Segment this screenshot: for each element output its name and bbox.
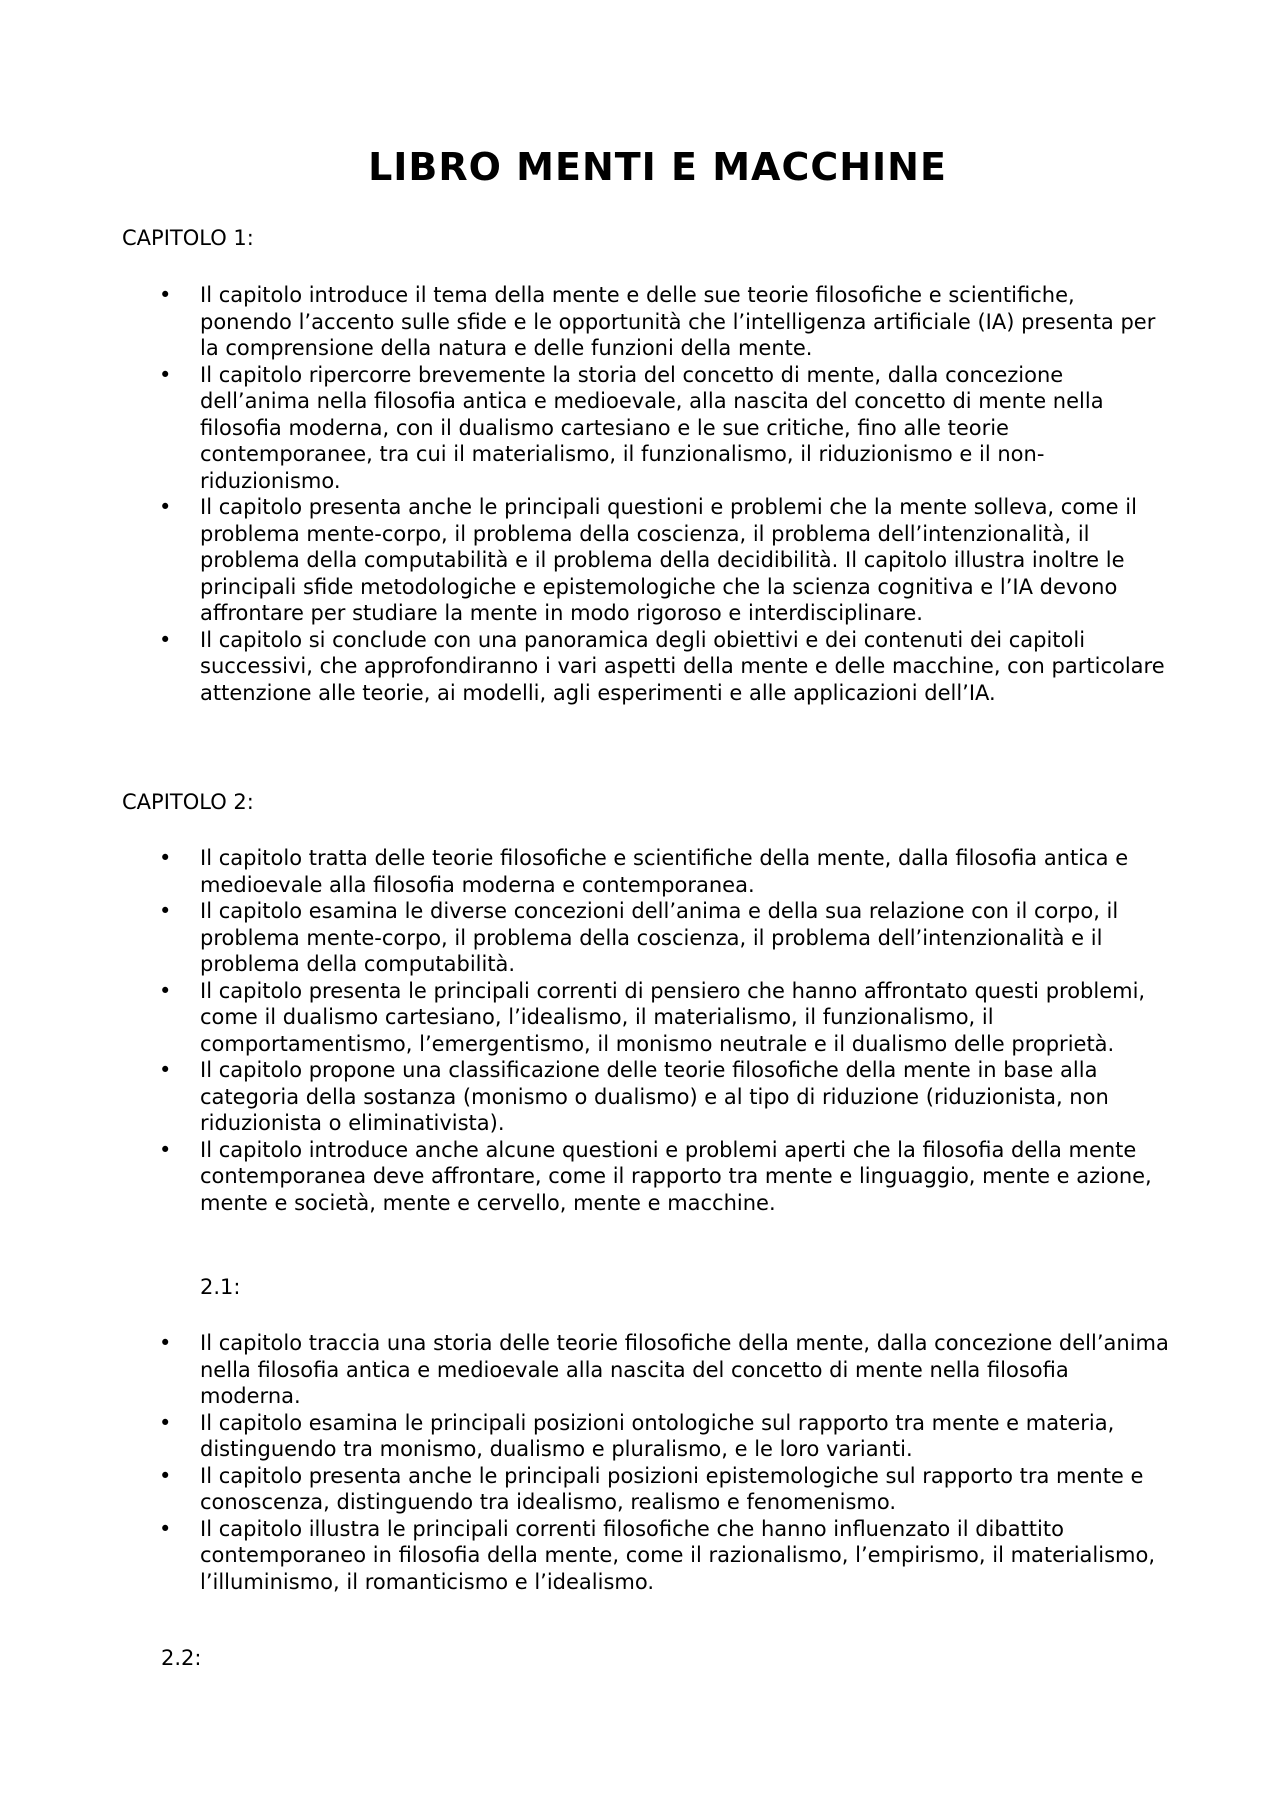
chapter-2-heading: CAPITOLO 2: [122,790,254,814]
list-item-text: Il capitolo illustra le principali correnti filosofiche che hanno influenzato il dibattito contemporaneo in filosofia della mente, come il razionalismo, l’empirismo, il materialismo, l’illuminismo, il romanticismo e l’idealismo. [200,1516,1155,1594]
bullet-icon: • [159,1137,172,1162]
list-item [0,282,1170,362]
list-item-text: Il capitolo presenta anche le principali questioni e problemi che la mente solleva, come il problema mente-corpo, il problema della coscienza, il problema dell’intenzionalità, il problema della computabilità e il problema della decidibilità. Il capitolo illustra inoltre le principali sfide metodologiche e epistemologiche che la scienza cognitiva e l’IA devono affrontare per studiare la mente in modo rigoroso e interdisciplinare. [200,495,1137,625]
bullet-icon: • [159,1058,172,1082]
list-item [0,1410,1170,1463]
list-item [0,362,1170,495]
bullet-icon: • [159,495,172,519]
list-item-text: Il capitolo presenta anche le principali posizioni epistemologiche sul rapporto tra mente e conoscenza, distinguendo tra idealismo, realismo e fenomenismo. [200,1463,1144,1514]
bullet-icon: • [159,283,172,307]
bullet-icon: • [159,1331,172,1355]
bullet-icon: • [159,846,172,870]
list-item-text: Il capitolo si conclude con una panoramica degli obiettivi e dei contenuti dei capitoli successivi, che approfondiranno i vari aspetti della mente e delle macchine, con particolare attenzione alle teorie, ai modelli, agli esperimenti e alle applicazioni dell’IA. [200,627,1165,705]
bullet-icon: • [159,627,172,652]
list-item-text: Il capitolo esamina le diverse concezioni dell’anima e della sua relazione con il corpo, il problema mente-corpo, il problema della coscienza, il problema dell’intenzionalità e il problema della computabilità. [200,899,1119,976]
document-title: LIBRO MENTI E MACCHINE [368,145,947,189]
list-item-text: Il capitolo presenta le principali correnti di pensiero che hanno affrontato questi problemi, come il dualismo cartesiano, l’idealismo, il materialismo, il funzionalismo, il comportamentismo, l’emergentismo, il monismo neutrale e il dualismo delle proprietà. [200,978,1146,1056]
list-item-text: Il capitolo propone una classificazione delle teorie filosofiche della mente in base alla categoria della sostanza (monismo o dualismo) e al tipo di riduzione (riduzionista, non riduzionista o eliminativista). [200,1058,1109,1135]
chapter-1-bullet-list [0,282,1280,706]
list-item-text: Il capitolo ripercorre brevemente la storia del concetto di mente, dalla concezione dell’anima nella filosofia antica e medioevale, alla nascita del concetto di mente nella filosofia moderna, con il dualismo cartesiano e le sue critiche, fino alle teorie contemporanee, tra cui il materialismo, il funzionalismo, il riduzionismo e il non-riduzionismo. [200,362,1104,493]
list-item [0,898,1170,978]
chapter-1-heading: CAPITOLO 1: [122,226,254,250]
bullet-icon: • [159,899,172,923]
list-item [0,1516,1170,1596]
bullet-icon: • [159,1463,172,1488]
bullet-icon: • [159,978,172,1003]
list-item [0,978,1170,1058]
list-item [0,1330,1170,1410]
list-item-text: Il capitolo introduce anche alcune questioni e problemi aperti che la filosofia della mente contemporanea deve affrontare, come il rapporto tra mente e linguaggio, mente e azione, mente e società, mente e cervello, mente e macchine. [200,1137,1152,1215]
list-item-text: Il capitolo esamina le principali posizioni ontologiche sul rapporto tra mente e materia, distinguendo tra monismo, dualismo e pluralismo, e le loro varianti. [200,1410,1115,1461]
section-2-1-bullet-list [0,1330,1280,1595]
list-item [0,845,1170,898]
list-item [0,1463,1170,1516]
list-item-text: Il capitolo introduce il tema della mente e delle sue teorie filosofiche e scientifiche, ponendo l’accento sulle sfide e le opportunità che l’intelligenza artificiale (IA) presenta per la comprensione della natura e delle funzioni della mente. [200,283,1156,360]
list-item [0,1137,1170,1217]
list-item-text: Il capitolo tratta delle teorie filosofiche e scientifiche della mente, dalla filosofia antica e medioevale alla filosofia moderna e contemporanea. [200,846,1129,897]
bullet-icon: • [159,1410,172,1435]
bullet-icon: • [159,1516,172,1541]
section-2-1-heading: 2.1: [200,1275,241,1299]
bullet-icon: • [159,362,172,387]
list-item [0,494,1170,627]
list-item [0,627,1170,707]
section-2-2-heading: 2.2: [161,1646,202,1670]
list-item-text: Il capitolo traccia una storia delle teorie filosofiche della mente, dalla concezione dell’anima nella filosofia antica e medioevale alla nascita del concetto di mente nella filosofia moderna. [200,1331,1169,1408]
list-item [0,1057,1170,1137]
chapter-2-bullet-list [0,845,1280,1216]
